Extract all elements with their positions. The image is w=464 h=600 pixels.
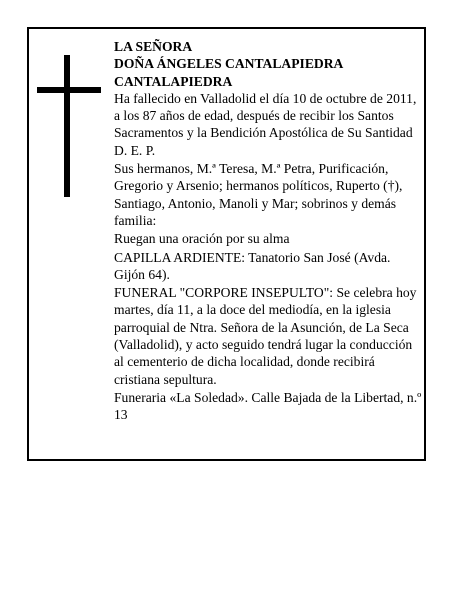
deceased-name-line-1: DOÑA ÁNGELES CANTALAPIEDRA — [114, 56, 344, 72]
funeral-home-info: Funeraria «La Soledad». Calle Bajada de la Libertad, n.º 13 — [114, 389, 422, 423]
prayer-request: Ruegan una oración por su alma — [114, 231, 290, 247]
cross-icon — [37, 55, 101, 197]
deceased-name-line-2: CANTALAPIEDRA — [114, 73, 233, 89]
rip-line: D. E. P. — [114, 142, 156, 158]
notice-body — [114, 38, 422, 424]
family-list: Sus hermanos, M.ª Teresa, M.ª Petra, Purificación, Gregorio y Arsenio; hermanos políticos, Ruperto (†), Santiago, Antonio, Manoli y Mar; sobrinos y demás familia: — [114, 161, 403, 228]
funeral-info: FUNERAL "CORPORE INSEPULTO": Se celebra hoy martes, día 11, a la doce del mediodía, en la iglesia parroquial de Ntra. Señora de la Asunción, de La Seca (Valladolid), y acto seguido tendrá lugar la conducción al cementerio de dicha localidad, donde recibirá cristiana sepultura. — [114, 285, 417, 387]
notice-title: LA SEÑORA — [114, 39, 193, 54]
cross-vertical-bar — [64, 55, 70, 197]
death-announcement: Ha fallecido en Valladolid el día 10 de octubre de 2011, a los 87 años de edad, después de recibir los Santos Sacramentos y la Bendición Apostólica de Su Santidad — [114, 90, 417, 141]
cross-horizontal-bar — [37, 87, 101, 93]
chapel-info: CAPILLA ARDIENTE: Tanatorio San José (Avda. Gijón 64). — [114, 249, 391, 282]
